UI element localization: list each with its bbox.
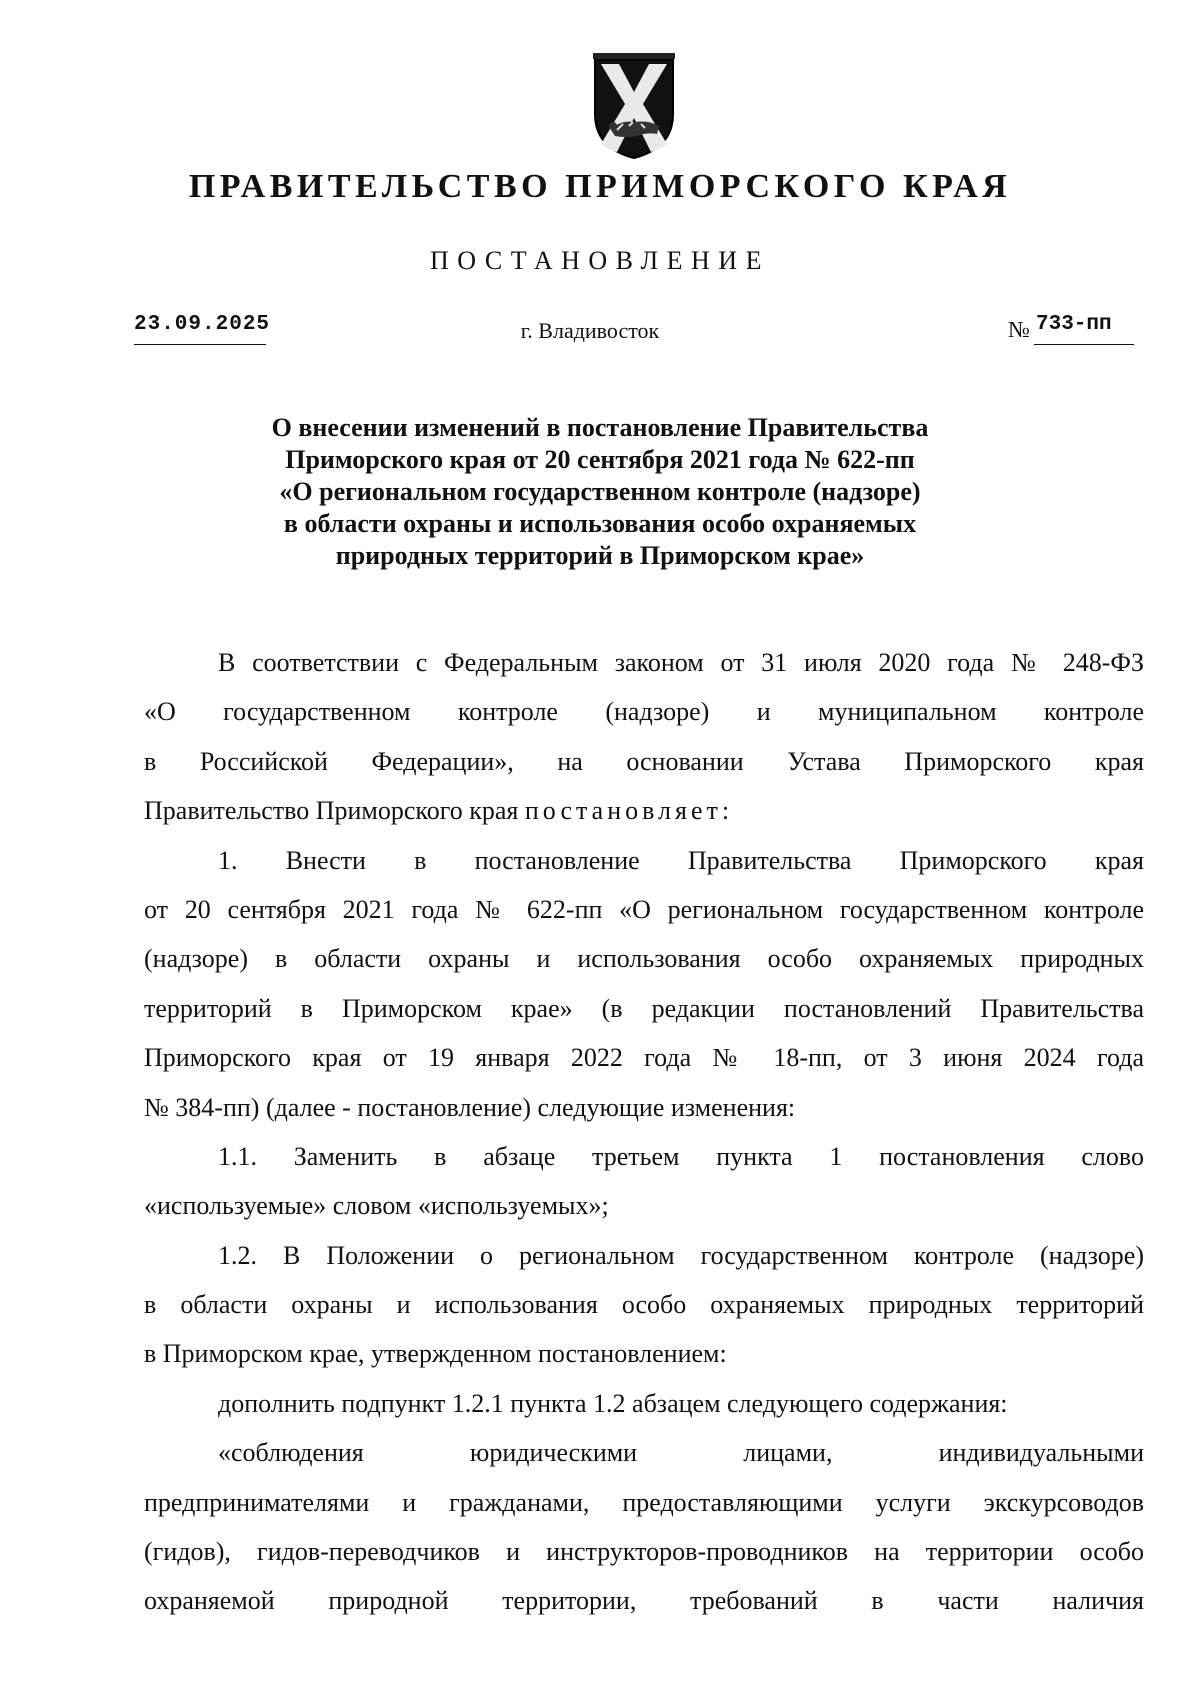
document-date: 23.09.2025	[134, 313, 271, 336]
number-underline	[1034, 344, 1134, 345]
date-underline	[134, 344, 266, 345]
body-text: Правительство Приморского края	[144, 796, 519, 826]
body-line: (гидов), гидов-переводчиков и инструкторов-проводников на территории особо	[144, 1537, 1144, 1567]
document-type: ПОСТАНОВЛЕНИЕ	[430, 246, 770, 275]
heading-line: Приморского края от 20 сентября 2021 года № 622-пп	[285, 445, 915, 474]
body-line: «соблюдения юридическими лицами, индивидуальными	[218, 1438, 1144, 1468]
body-line: «используемые» словом «используемых»;	[144, 1191, 609, 1221]
body-line: 1. Внести в постановление Правительства Приморского края	[218, 845, 1144, 875]
body-line: в области охраны и использования особо охраняемых природных территорий	[144, 1290, 1144, 1320]
document-number: 733-пп	[1036, 313, 1112, 336]
body-line: № 384-пп) (далее - постановление) следующие изменения:	[144, 1092, 796, 1122]
body-line: территорий в Приморском крае» (в редакции постановлений Правительства	[144, 993, 1144, 1023]
body-line: В соответствии с Федеральным законом от 31 июля 2020 года № 248-ФЗ	[218, 648, 1144, 677]
body-line: в Приморском крае, утвержденном постановлением:	[144, 1339, 727, 1369]
body-line: (надзоре) в области охраны и использования особо охраняемых природных	[144, 944, 1144, 974]
heading-line: «О региональном государственном контроле (надзоре)	[279, 477, 921, 506]
body-line: в Российской Федерации», на основании Устава Приморского края	[144, 746, 1144, 776]
body-line: Приморского края от 19 января 2022 года № 18-пп, от 3 июня 2024 года	[144, 1043, 1144, 1073]
body-line: 1.2. В Положении о региональном государственном контроле (надзоре)	[218, 1240, 1144, 1270]
body-line: охраняемой природной территории, требований в части наличия	[144, 1586, 1144, 1616]
document-body	[144, 638, 1144, 1626]
body-line	[144, 786, 1144, 835]
resolves-word: постановляет:	[524, 796, 734, 826]
government-title: ПРАВИТЕЛЬСТВО ПРИМОРСКОГО КРАЯ	[188, 168, 1012, 205]
body-line: предпринимателями и гражданами, предоставляющими услуги экскурсоводов	[144, 1487, 1144, 1517]
coat-of-arms-icon	[589, 52, 679, 160]
document-city: г. Владивосток	[520, 318, 660, 343]
body-line: 1.1. Заменить в абзаце третьем пункта 1 постановления слово	[218, 1141, 1144, 1171]
body-line: дополнить подпункт 1.2.1 пункта 1.2 абзацем следующего содержания:	[218, 1388, 1008, 1418]
number-sign: №	[1008, 317, 1030, 342]
document-heading	[160, 412, 1040, 572]
heading-line: природных территорий в Приморском крае»	[335, 541, 865, 570]
body-line: от 20 сентября 2021 года № 622-пп «О региональном государственном контроле	[144, 894, 1144, 924]
body-line: «О государственном контроле (надзоре) и муниципальном контроле	[144, 697, 1144, 727]
heading-line: О внесении изменений в постановление Правительства	[271, 413, 929, 442]
heading-line: в области охраны и использования особо охраняемых	[283, 509, 917, 538]
